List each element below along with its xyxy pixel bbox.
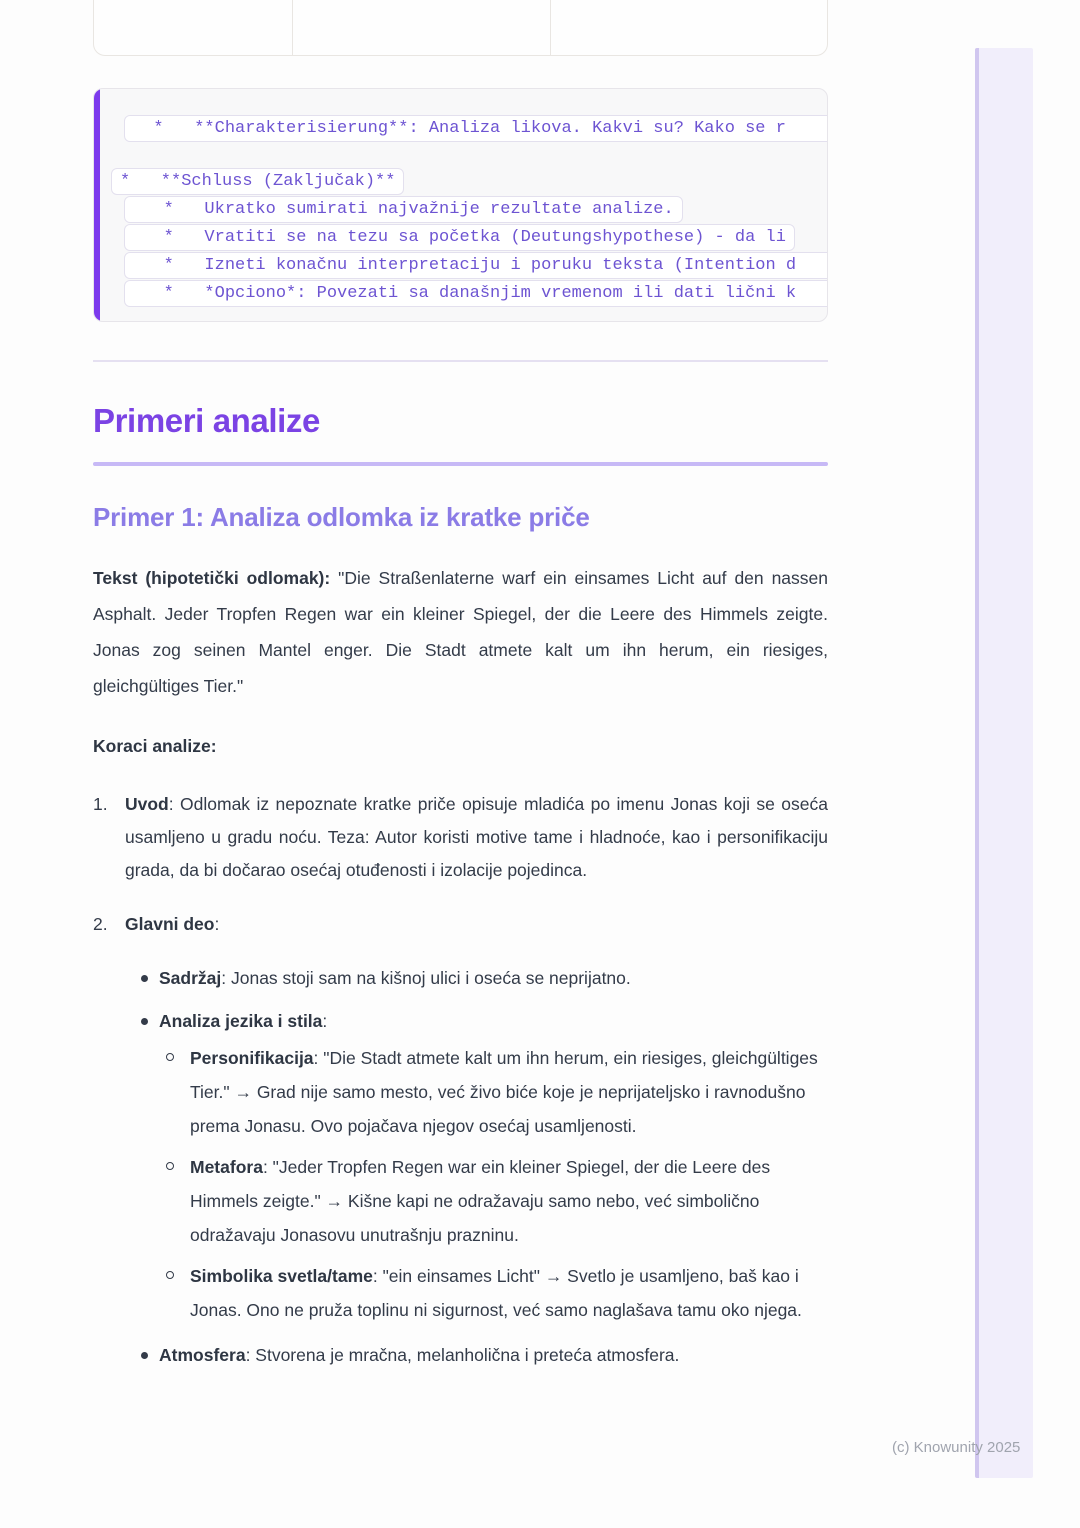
code-lines xyxy=(111,89,827,321)
bullet-text xyxy=(159,962,631,995)
watermark: (c) Knowunity 2025 xyxy=(892,1439,1021,1456)
bullet-item-analiza xyxy=(141,1005,828,1327)
document-page xyxy=(93,0,828,1372)
tekst-label: Tekst (hipotetički odlomak): xyxy=(93,568,339,588)
bullet-item-atmosfera xyxy=(141,1339,828,1372)
bullet-label: Sadržaj xyxy=(159,968,222,988)
table-cell xyxy=(94,0,293,55)
title-underline xyxy=(93,462,828,466)
code-line: * **Charakterisierung**: Analiza likova. Kakvi su? Kako se r xyxy=(124,115,827,142)
sub-bullet-text xyxy=(190,1150,828,1252)
table-cell xyxy=(551,0,827,55)
bullet-dot-icon xyxy=(141,962,159,995)
bullet-label: Atmosfera xyxy=(159,1345,246,1365)
step-label: Glavni deo xyxy=(125,914,215,934)
tekst-body: "Die Straßenlaterne warf ein einsames Licht auf den nassen Asphalt. Jeder Tropfen Regen war ein kleiner Spiegel, der die Leere des Himmels zeigte. Jonas zog seinen Mantel enger. Die Stadt atmete kalt um ihn herum, ein riesiges, gleichgültiges Tier." xyxy=(93,568,828,696)
bullet-rest: : xyxy=(322,1011,328,1031)
list-number: 2. xyxy=(93,914,108,934)
bullet-dot-icon xyxy=(141,1339,159,1372)
bullet-item-sadrzaj xyxy=(141,962,828,995)
sub-bullet-rest: : "Die Stadt atmete kalt um ihn herum, ein riesiges, gleichgültiges Tier." → Grad nije samo mesto, već živo biće koje je neprijateljsko i ravnodušno prema Jonasu. Ovo pojačava njegov osećaj usamljenosti. xyxy=(190,1048,818,1136)
sub-bullet-rest: : "Jeder Tropfen Regen war ein kleiner Spiegel, der die Leere des Himmels zeigte." → Kišne kapi ne odražavaju samo nebo, već simbolično odražavaju Jonasovu unutrašnju prazninu. xyxy=(190,1157,771,1245)
step-label: Uvod xyxy=(125,794,169,814)
circle-bullet-icon xyxy=(166,1150,190,1252)
step-text: : Odlomak iz nepoznate kratke priče opisuje mladića po imenu Jonas koji se oseća usamljeno u gradu noću. Teza: Autor koristi motive tame i hladnoće, kao i personifikaciju grada, da bi dočarao osećaj otuđenosti i izolacije pojedinca. xyxy=(125,794,828,880)
bullet-list xyxy=(141,962,828,1372)
code-line: * **Schluss (Zaključak)** xyxy=(111,168,404,195)
bullet-text xyxy=(159,1339,679,1372)
code-block-accent-bar xyxy=(94,89,100,321)
bullet-rest: : Jonas stoji sam na kišnoj ulici i oseća se neprijatno. xyxy=(221,968,631,988)
table-cell xyxy=(293,0,551,55)
sub-bullet-metafora xyxy=(166,1150,828,1252)
sub-bullet-simbolika xyxy=(166,1259,828,1327)
list-item-glavni-deo xyxy=(93,908,828,941)
bullet-label: Analiza jezika i stila xyxy=(159,1011,323,1031)
page-edge-strip xyxy=(975,48,1033,1478)
bullet-rest: : Stvorena je mračna, melanholična i preteća atmosfera. xyxy=(245,1345,680,1365)
paragraph-tekst xyxy=(93,560,828,704)
sub-bullet-label: Metafora xyxy=(190,1157,263,1177)
circle-bullet-icon xyxy=(166,1041,190,1143)
code-line: * *Opciono*: Povezati sa današnjim vremenom ili dati lični k xyxy=(124,280,827,307)
list-item-uvod xyxy=(93,788,828,887)
bullet-text xyxy=(159,1005,828,1327)
circle-bullet-icon xyxy=(166,1259,190,1327)
section-divider xyxy=(93,360,828,362)
page-title: Primeri analize xyxy=(93,402,320,439)
code-line: * Ukratko sumirati najvažnije rezultate analize. xyxy=(124,196,683,223)
code-block xyxy=(93,88,828,322)
sub-bullet-label: Personifikacija xyxy=(190,1048,314,1068)
sub-bullet-label: Simbolika svetla/tame xyxy=(190,1266,373,1286)
list-item-text xyxy=(125,788,828,887)
step-text: : xyxy=(214,914,220,934)
list-item-text xyxy=(125,908,828,941)
koraci-label: Koraci analize: xyxy=(93,736,217,756)
code-line: * Vratiti se na tezu sa početka (Deutungshypothese) - da li xyxy=(124,224,795,251)
list-number: 1. xyxy=(93,794,108,814)
paragraph-koraci xyxy=(93,728,828,764)
sub-bullet-list xyxy=(166,1041,828,1327)
sub-bullet-text xyxy=(190,1041,828,1143)
sub-bullet-rest: : "ein einsames Licht" → Svetlo je usamljeno, baš kao i Jonas. Ono ne pruža toplinu ni sigurnost, već samo naglašava tamu oko njega. xyxy=(190,1266,802,1320)
code-line: * Izneti konačnu interpretaciju i poruku teksta (Intention d xyxy=(124,252,827,279)
bullet-dot-icon xyxy=(141,1005,159,1327)
section-heading: Primer 1: Analiza odlomka iz kratke priče xyxy=(93,502,590,532)
analysis-steps-list xyxy=(93,788,828,941)
sub-bullet-personifikacija xyxy=(166,1041,828,1143)
sub-bullet-text xyxy=(190,1259,828,1327)
table-bottom-remnant xyxy=(93,0,828,56)
